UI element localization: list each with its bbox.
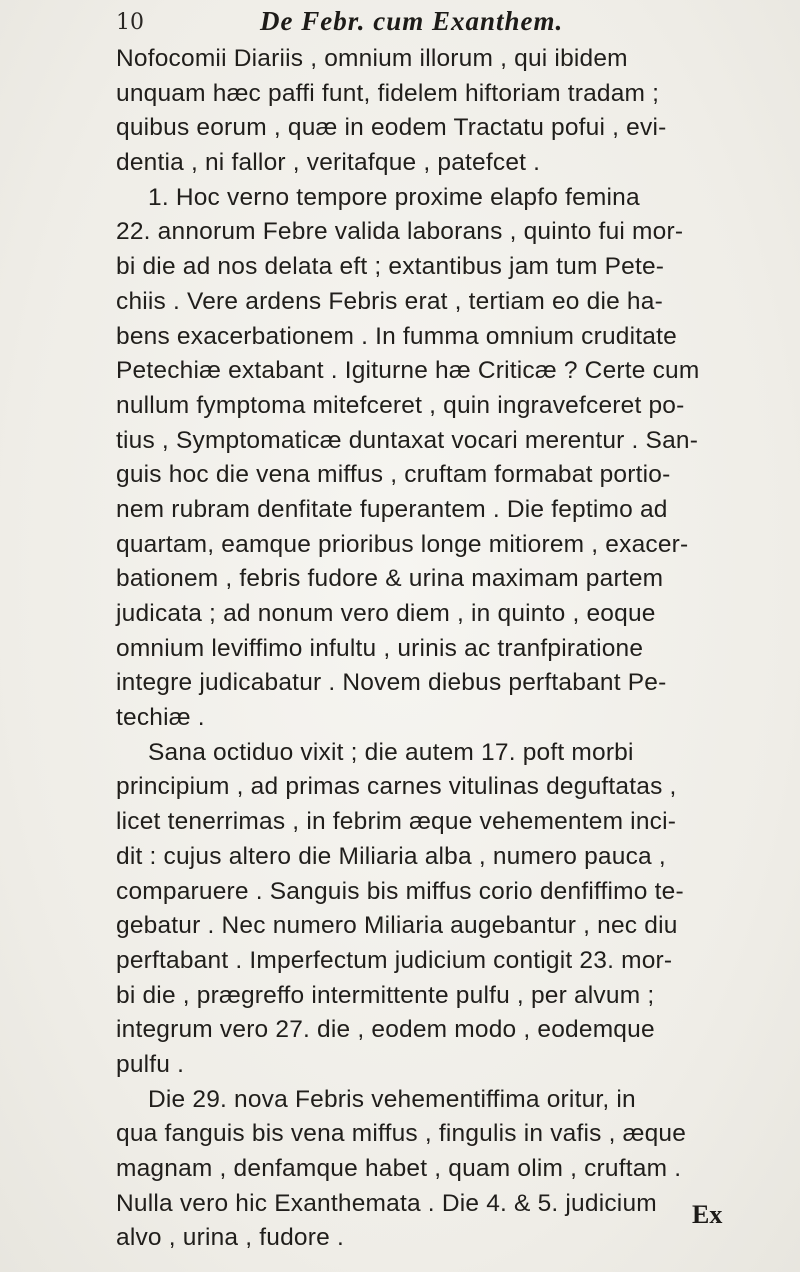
text-line: pulfu . [116,1050,185,1078]
text-line: integrum vero 27. die , eodem modo , eodemque [116,1016,655,1044]
text-line: dentia , ni fallor , veritafque , patefcet . [116,149,541,177]
text-line: dit : cujus altero die Miliaria alba , numero pauca , [116,842,666,870]
text-line: Sana octiduo vixit ; die autem 17. poft morbi [148,738,634,766]
text-line: guis hoc die vena miffus , cruftam formabat portio- [116,461,671,489]
text-line: perftabant . Imperfectum judicium contigit 23. mor- [116,946,673,974]
text-line: principium , ad primas carnes vitulinas deguftatas , [116,773,677,801]
text-line: 22. annorum Febre valida laborans , quinto fui mor- [116,218,684,246]
text-line: quartam, eamque prioribus longe mitiorem , exacer- [116,530,689,558]
text-line: chiis . Vere ardens Febris erat , tertiam eo die ha- [116,287,663,315]
text-line: gebatur . Nec numero Miliaria augebantur , nec diu [116,912,678,940]
text-line: Petechiæ extabant . Igiturne hæ Criticæ ? Certe cum [116,357,700,385]
text-line: bationem , febris fudore & urina maximam partem [116,565,664,593]
text-line: Die 29. nova Febris vehementiffima oritur, in [148,1085,636,1113]
body-text [116,42,756,1256]
text-line: judicata ; ad nonum vero diem , in quinto , eoque [116,600,656,627]
text-line: Nulla vero hic Exanthemata . Die 4. & 5. judicium [116,1189,657,1217]
text-line: tius , Symptomaticæ duntaxat vocari merentur . San- [116,426,699,454]
text-line: comparuere . Sanguis bis miffus corio denfiffimo te- [116,877,684,905]
text-line: unquam hæc paffi funt, fidelem hiftoriam tradam ; [116,79,660,107]
text-line: techiæ . [116,704,205,732]
catchword: Ex [692,1200,723,1229]
text-line: quibus eorum , quæ in eodem Tractatu pofui , evi- [116,114,667,142]
text-line: qua fanguis bis vena miffus , fingulis in vafis , æque [116,1120,687,1148]
text-line: alvo , urina , fudore . [116,1224,344,1252]
text-line: bi die ad nos delata eft ; extantibus jam tum Pete- [116,253,665,281]
text-line: 1. Hoc verno tempore proxime elapfo femina [148,183,640,211]
text-line: nullum fymptoma mitefceret , quin ingravefceret po- [116,391,685,419]
text-line: integre judicabatur . Novem diebus perftabant Pe- [116,669,667,697]
text-line: nem rubram denfitate fuperantem . Die feptimo ad [116,495,668,523]
running-title: De Febr. cum Exanthem. [260,6,564,36]
page-number: 10 [116,10,144,35]
text-line: magnam , denfamque habet , quam olim , cruftam . [116,1155,682,1182]
page-header [80,4,740,40]
text-line: licet tenerrimas , in febrim æque vehementem inci- [116,808,677,836]
text-line: Nofocomii Diariis , omnium illorum , qui ibidem [116,45,628,72]
text-line: bens exacerbationem . In fumma omnium cruditate [116,322,677,350]
text-line: omnium leviffimo infultu , urinis ac tranfpiratione [116,634,644,662]
text-line: bi die , prægreffo intermittente pulfu , per alvum ; [116,981,655,1009]
